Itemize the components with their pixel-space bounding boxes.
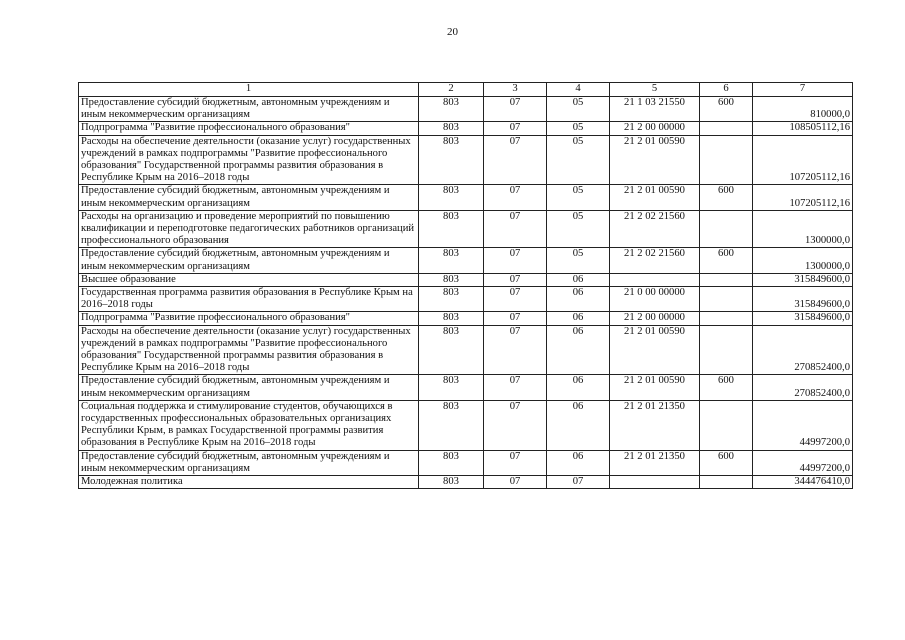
- row-description: Предоставление субсидий бюджетным, автономным учреждениям и иным некоммерческим организациям: [79, 450, 419, 475]
- header-cell-4: 4: [547, 83, 610, 97]
- cell-col-5: 21 2 00 00000: [610, 312, 700, 325]
- cell-col-3: 07: [484, 97, 547, 122]
- cell-col-4: 06: [547, 312, 610, 325]
- cell-amount: 315849600,0: [753, 287, 853, 312]
- row-description: Предоставление субсидий бюджетным, автономным учреждениям и иным некоммерческим организациям: [79, 375, 419, 400]
- cell-col-2: 803: [419, 400, 484, 450]
- row-description: Социальная поддержка и стимулирование студентов, обучающихся в государственных профессиональных образовательных организациях Республики Крым, в рамках Государственной программы развития образования в Республике Крым на 2016–2018 годы: [79, 400, 419, 450]
- cell-col-5: 21 2 01 00590: [610, 375, 700, 400]
- table-row: [79, 185, 853, 210]
- cell-col-3: 07: [484, 273, 547, 286]
- row-description: Расходы на организацию и проведение мероприятий по повышению квалификации и переподготовке педагогических работников организаций профессионального образования: [79, 210, 419, 248]
- cell-col-4: 05: [547, 122, 610, 135]
- table-row: [79, 135, 853, 185]
- cell-col-3: 07: [484, 210, 547, 248]
- table-header-row: [79, 83, 853, 97]
- cell-col-6: [700, 122, 753, 135]
- cell-col-3: 07: [484, 450, 547, 475]
- cell-col-3: 07: [484, 287, 547, 312]
- cell-col-6: [700, 325, 753, 375]
- cell-col-3: 07: [484, 400, 547, 450]
- cell-col-6: 600: [700, 185, 753, 210]
- table-body: [79, 83, 853, 489]
- header-cell-5: 5: [610, 83, 700, 97]
- cell-col-4: 05: [547, 210, 610, 248]
- table-row: [79, 97, 853, 122]
- cell-amount: 270852400,0: [753, 375, 853, 400]
- table-row: [79, 248, 853, 273]
- cell-col-5: 21 2 01 21350: [610, 400, 700, 450]
- table-row: [79, 476, 853, 489]
- cell-col-3: 07: [484, 375, 547, 400]
- cell-col-6: [700, 312, 753, 325]
- cell-col-6: 600: [700, 375, 753, 400]
- cell-amount: 270852400,0: [753, 325, 853, 375]
- cell-col-3: 07: [484, 312, 547, 325]
- cell-col-4: 06: [547, 287, 610, 312]
- cell-col-2: 803: [419, 210, 484, 248]
- table-row: [79, 210, 853, 248]
- row-description: Подпрограмма "Развитие профессионального образования": [79, 312, 419, 325]
- row-description: Расходы на обеспечение деятельности (оказание услуг) государственных учреждений в рамках подпрограммы "Развитие профессионального образования" Государственной программы развития образования в Республике Крым на 2016–2018 годы: [79, 325, 419, 375]
- budget-table: [78, 82, 853, 489]
- cell-col-6: [700, 135, 753, 185]
- cell-col-4: 06: [547, 450, 610, 475]
- cell-col-3: 07: [484, 248, 547, 273]
- row-description: Предоставление субсидий бюджетным, автономным учреждениям и иным некоммерческим организациям: [79, 248, 419, 273]
- row-description: Предоставление субсидий бюджетным, автономным учреждениям и иным некоммерческим организациям: [79, 97, 419, 122]
- page-number: 20: [447, 26, 458, 38]
- cell-amount: 1300000,0: [753, 248, 853, 273]
- cell-col-3: 07: [484, 122, 547, 135]
- header-cell-1: 1: [79, 83, 419, 97]
- cell-col-3: 07: [484, 185, 547, 210]
- cell-col-5: [610, 476, 700, 489]
- cell-col-2: 803: [419, 135, 484, 185]
- cell-col-6: [700, 476, 753, 489]
- cell-col-5: 21 2 01 00590: [610, 325, 700, 375]
- table-row: [79, 325, 853, 375]
- row-description: Молодежная политика: [79, 476, 419, 489]
- cell-amount: 107205112,16: [753, 185, 853, 210]
- cell-col-2: 803: [419, 248, 484, 273]
- table-row: [79, 375, 853, 400]
- cell-col-6: [700, 400, 753, 450]
- cell-col-5: 21 2 01 00590: [610, 135, 700, 185]
- cell-col-4: 06: [547, 325, 610, 375]
- cell-col-5: 21 1 03 21550: [610, 97, 700, 122]
- cell-col-3: 07: [484, 135, 547, 185]
- cell-col-5: 21 2 02 21560: [610, 248, 700, 273]
- cell-amount: 107205112,16: [753, 135, 853, 185]
- cell-col-2: 803: [419, 122, 484, 135]
- row-description: Подпрограмма "Развитие профессионального образования": [79, 122, 419, 135]
- cell-col-5: 21 2 01 00590: [610, 185, 700, 210]
- table-row: [79, 122, 853, 135]
- cell-amount: 810000,0: [753, 97, 853, 122]
- cell-col-5: [610, 273, 700, 286]
- table-row: [79, 400, 853, 450]
- table-row: [79, 312, 853, 325]
- header-cell-6: 6: [700, 83, 753, 97]
- cell-col-4: 05: [547, 248, 610, 273]
- cell-col-5: 21 2 01 21350: [610, 450, 700, 475]
- cell-amount: 108505112,16: [753, 122, 853, 135]
- cell-col-4: 05: [547, 185, 610, 210]
- cell-col-6: [700, 273, 753, 286]
- cell-col-6: [700, 287, 753, 312]
- table-row: [79, 273, 853, 286]
- row-description: Государственная программа развития образования в Республике Крым на 2016–2018 годы: [79, 287, 419, 312]
- cell-col-6: [700, 210, 753, 248]
- cell-col-4: 07: [547, 476, 610, 489]
- cell-col-3: 07: [484, 476, 547, 489]
- cell-col-2: 803: [419, 97, 484, 122]
- table-row: [79, 287, 853, 312]
- cell-col-2: 803: [419, 273, 484, 286]
- cell-col-6: 600: [700, 97, 753, 122]
- cell-col-4: 06: [547, 375, 610, 400]
- row-description: Расходы на обеспечение деятельности (оказание услуг) государственных учреждений в рамках подпрограммы "Развитие профессионального образования" Государственной программы развития образования в Республике Крым на 2016–2018 годы: [79, 135, 419, 185]
- cell-col-6: 600: [700, 248, 753, 273]
- cell-col-2: 803: [419, 325, 484, 375]
- cell-amount: 344476410,0: [753, 476, 853, 489]
- cell-col-2: 803: [419, 312, 484, 325]
- cell-col-2: 803: [419, 375, 484, 400]
- cell-col-6: 600: [700, 450, 753, 475]
- cell-col-4: 05: [547, 97, 610, 122]
- cell-col-5: 21 2 02 21560: [610, 210, 700, 248]
- row-description: Высшее образование: [79, 273, 419, 286]
- cell-col-2: 803: [419, 476, 484, 489]
- header-cell-7: 7: [753, 83, 853, 97]
- cell-amount: 315849600,0: [753, 273, 853, 286]
- cell-col-4: 06: [547, 273, 610, 286]
- cell-col-5: 21 2 00 00000: [610, 122, 700, 135]
- cell-col-4: 05: [547, 135, 610, 185]
- cell-col-3: 07: [484, 325, 547, 375]
- cell-amount: 315849600,0: [753, 312, 853, 325]
- cell-amount: 1300000,0: [753, 210, 853, 248]
- cell-col-4: 06: [547, 400, 610, 450]
- cell-amount: 44997200,0: [753, 400, 853, 450]
- header-cell-3: 3: [484, 83, 547, 97]
- cell-col-5: 21 0 00 00000: [610, 287, 700, 312]
- table-row: [79, 450, 853, 475]
- cell-col-2: 803: [419, 450, 484, 475]
- row-description: Предоставление субсидий бюджетным, автономным учреждениям и иным некоммерческим организациям: [79, 185, 419, 210]
- cell-col-2: 803: [419, 185, 484, 210]
- cell-col-2: 803: [419, 287, 484, 312]
- header-cell-2: 2: [419, 83, 484, 97]
- cell-amount: 44997200,0: [753, 450, 853, 475]
